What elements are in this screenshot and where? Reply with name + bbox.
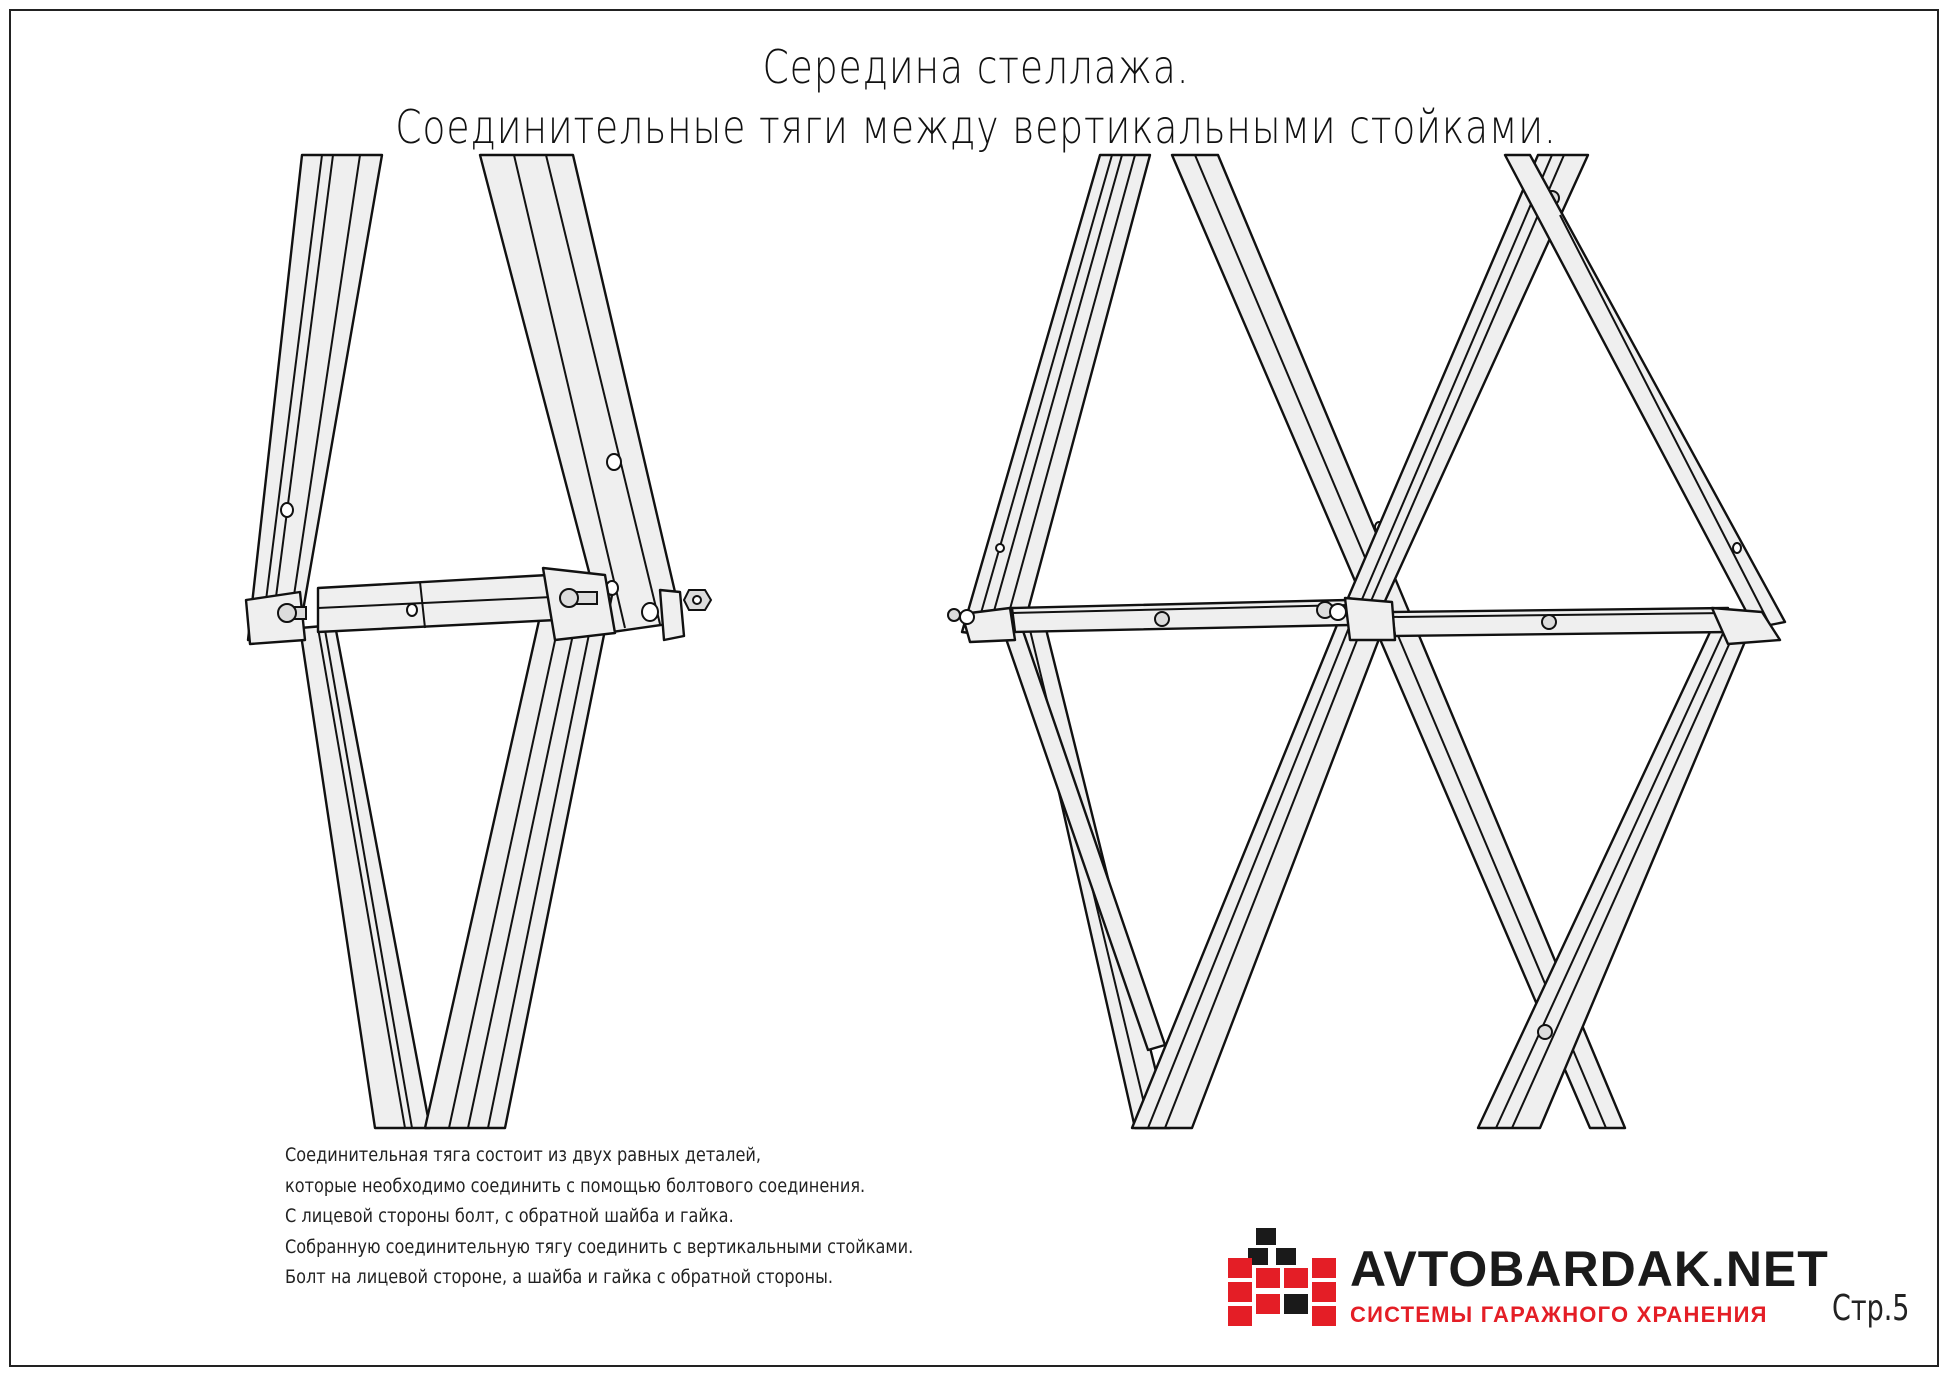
upright-upper-left <box>248 155 382 640</box>
instruction-line: Болт на лицевой стороне, а шайба и гайка с обратной стороны. <box>285 1266 833 1288</box>
upright-lower-right <box>425 585 612 1128</box>
joint-middle <box>1345 598 1395 640</box>
upright-a-top <box>962 155 1150 640</box>
tie-bar-left-view <box>318 575 556 632</box>
bolt <box>1542 615 1556 629</box>
detail-view-left <box>246 155 711 1128</box>
bolt-hole <box>607 454 621 470</box>
instruction-line: Собранную соединительную тягу соединить с вертикальными стойками. <box>285 1235 914 1258</box>
upright-lower-mid <box>1132 598 1392 1128</box>
brand-name: AVTOBARDAK.NET <box>1350 1241 1829 1297</box>
bolt <box>1155 612 1169 626</box>
instruction-line: С лицевой стороны болт, с обратной шайба и гайка. <box>285 1205 734 1227</box>
instruction-line: Соединительная тяга состоит из двух равных деталей, <box>285 1144 762 1166</box>
upright-lower-left-asm <box>1003 628 1165 1050</box>
page-title-line-1: Середина стеллажа. <box>762 40 1190 94</box>
page-number: Стр.5 <box>1832 1288 1910 1329</box>
bolt-hole <box>281 503 293 517</box>
diagonal-d <box>1505 155 1785 628</box>
tie-bar-hole <box>407 604 417 616</box>
brand-logo-icon <box>1228 1228 1340 1328</box>
upright-lower-right-asm <box>1478 615 1752 1128</box>
tie-bar-assembly-left <box>1012 600 1350 632</box>
tie-bar-assembly-right <box>1392 608 1730 636</box>
brand-tagline: СИСТЕМЫ ГАРАЖНОГО ХРАНЕНИЯ <box>1350 1302 1768 1327</box>
page-title-line-2: Соединительные тяги между вертикальными стойками. <box>395 100 1557 154</box>
bolt-hole <box>642 603 658 621</box>
assembly-view-right <box>948 155 1785 1128</box>
instruction-line: которые необходимо соединить с помощью болтового соединения. <box>285 1174 866 1197</box>
assembly-instructions <box>285 1140 1050 1293</box>
upright-lower-left <box>300 625 430 1128</box>
upright-upper-right <box>480 155 682 633</box>
